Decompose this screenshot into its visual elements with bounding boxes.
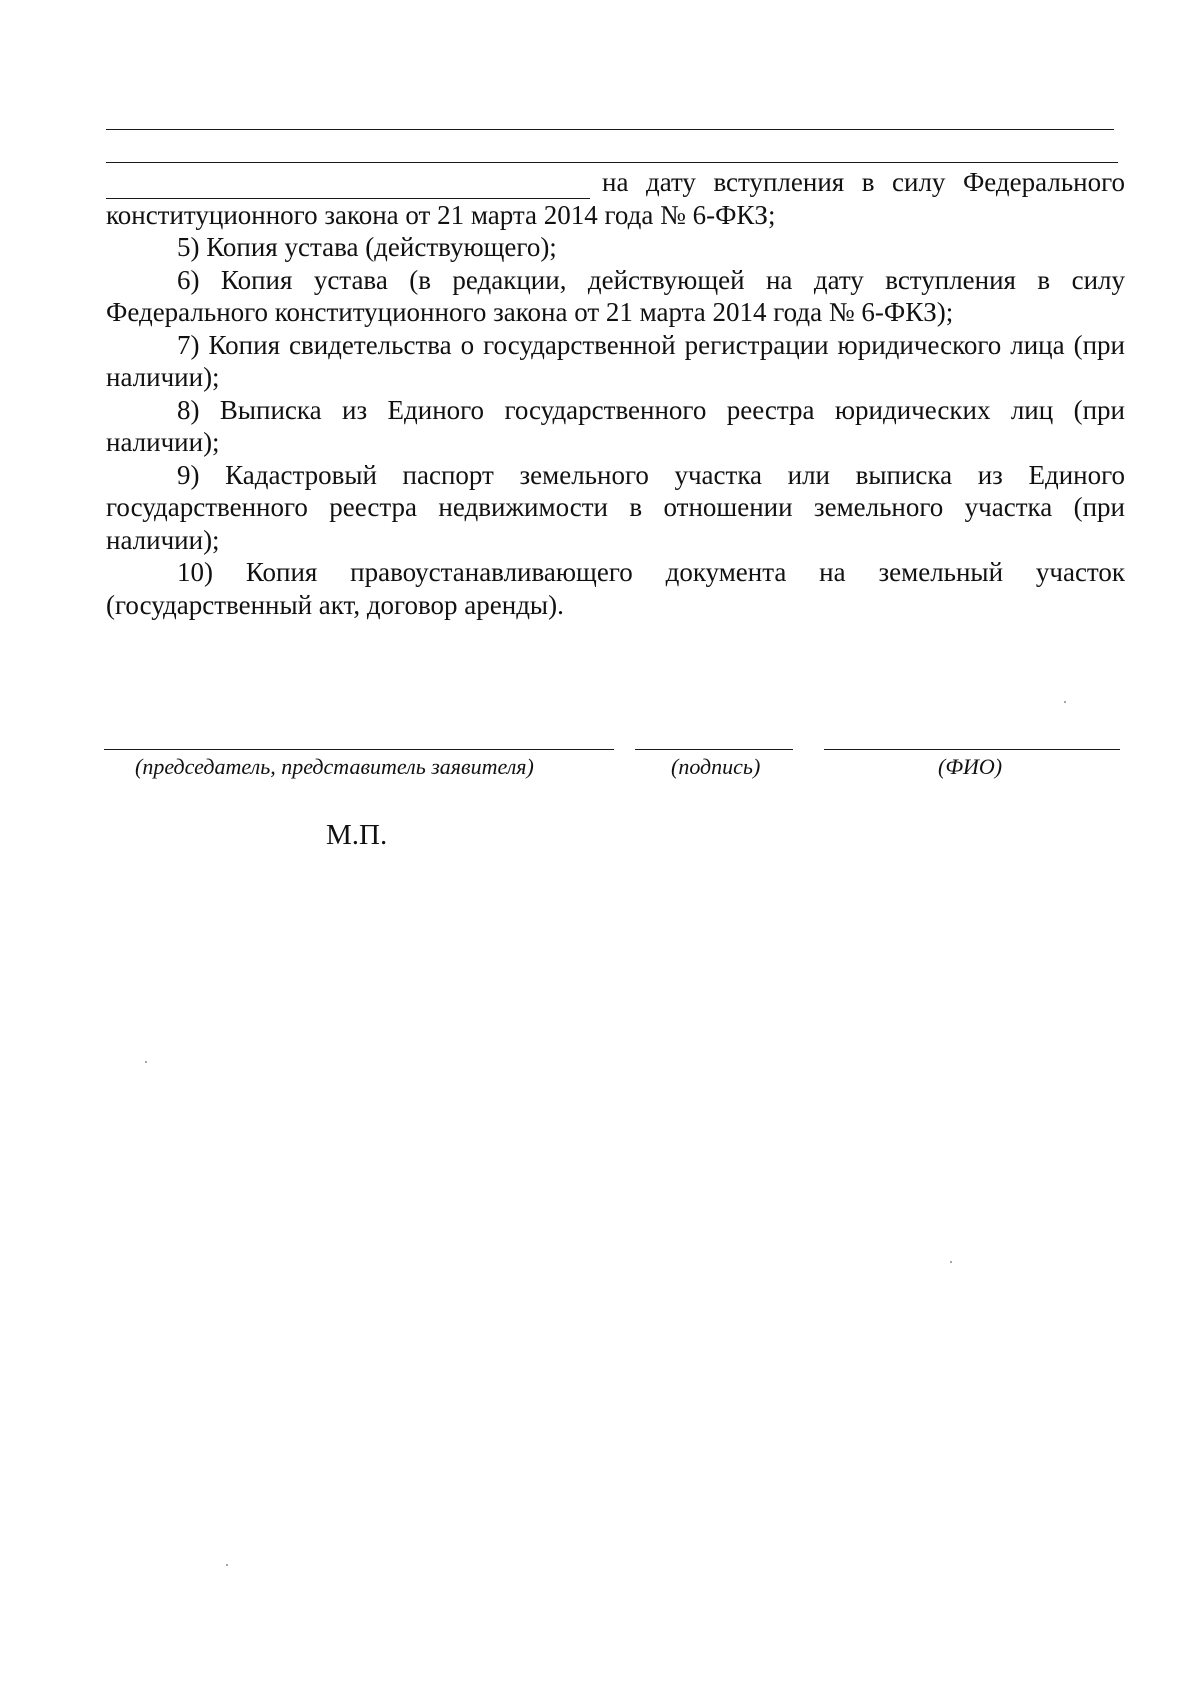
- name-caption: (ФИО): [938, 754, 1003, 779]
- list-item: 10) Копия правоустанавливающего документа на земельный участок (государственный акт, договор аренды).: [106, 557, 1125, 620]
- scan-speck: [226, 1564, 228, 1566]
- signature-caption: (подпись): [671, 754, 761, 779]
- continuation-line: [106, 166, 1125, 199]
- scan-speck: [145, 1061, 147, 1063]
- blank-line-1: [106, 129, 1114, 130]
- scan-speck: [950, 1261, 952, 1263]
- name-signature-line: [824, 749, 1120, 750]
- list-item: 7) Копия свидетельства о государственной регистрации юридического лица (при наличии);: [106, 329, 1125, 392]
- document-body: [106, 166, 1125, 621]
- list-item: 6) Копия устава (в редакции, действующей на дату вступления в силу Федерального конституционного закона от 21 марта 2014 года № 6-ФКЗ);: [106, 264, 1125, 327]
- continuation-text: на дату вступления в силу Федерального: [602, 167, 1125, 197]
- list-item: 5) Копия устава (действующего);: [177, 232, 557, 262]
- blank-line-2: [106, 162, 1118, 163]
- stamp-place-label: М.П.: [326, 819, 388, 851]
- signature-line: [635, 749, 793, 750]
- continuation-text-2: конституционного закона от 21 марта 2014 года № 6-ФКЗ;: [106, 199, 776, 230]
- list-item: 8) Выписка из Единого государственного реестра юридических лиц (при наличии);: [106, 394, 1125, 457]
- list-item: 9) Кадастровый паспорт земельного участка или выписка из Единого государственного реестра недвижимости в отношении земельного участка (при наличии);: [106, 459, 1125, 555]
- role-caption: (председатель, представитель заявителя): [135, 754, 534, 779]
- blank-field: [106, 172, 590, 199]
- role-signature-line: [104, 749, 614, 750]
- scan-speck: [1064, 701, 1066, 703]
